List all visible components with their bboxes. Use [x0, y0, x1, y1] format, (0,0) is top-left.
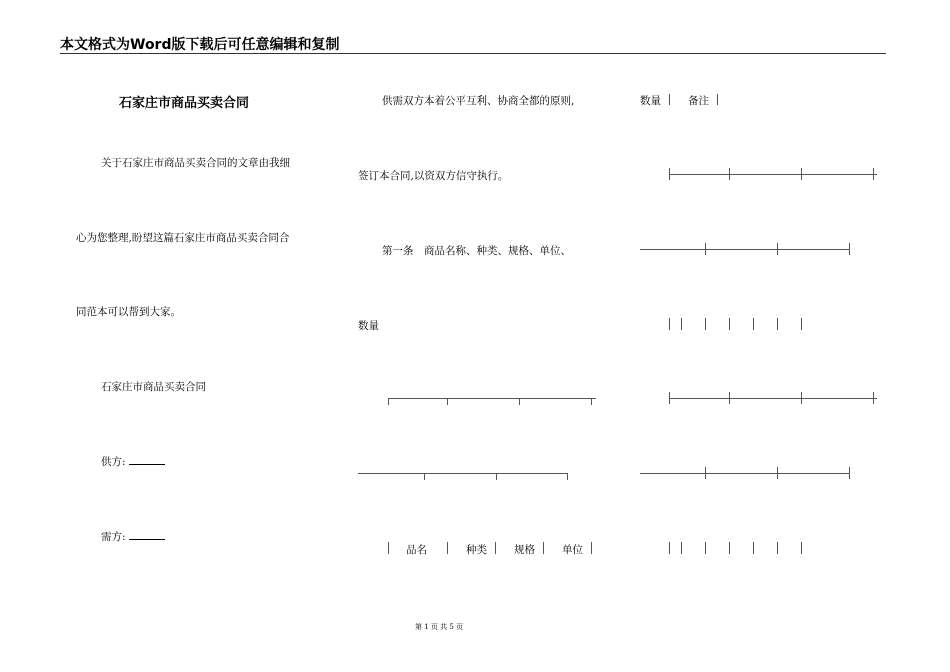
table-tick [388, 398, 389, 405]
supplier-label: 供方: [101, 456, 126, 468]
header-divider [60, 53, 886, 54]
table-tick [495, 542, 496, 554]
table-tick [849, 467, 850, 479]
table-tick [669, 318, 670, 330]
table-tick [567, 473, 568, 480]
table-tick [681, 542, 682, 554]
supplier-blank [129, 454, 165, 465]
table-tick [591, 542, 592, 554]
middle-line-1: 供需双方本着公平互利、协商全都的原则, [382, 95, 575, 107]
table-tick [669, 392, 670, 404]
table-tick [801, 318, 802, 330]
article-1: 第一条 商品名称、种类、规格、单位、 [382, 245, 571, 257]
table-rule [640, 249, 850, 250]
document-header: 本文格式为Word版下载后可任意编辑和复制 [60, 37, 340, 53]
table-tick [519, 398, 520, 405]
buyer-field [101, 529, 165, 544]
buyer-blank [129, 529, 165, 540]
buyer-label: 需方: [101, 531, 126, 543]
table-rule [669, 398, 877, 399]
table-tick [717, 94, 718, 105]
col-unit: 单位 [562, 544, 583, 556]
table-tick [424, 473, 425, 480]
table-tick [388, 542, 389, 554]
table-tick [753, 318, 754, 330]
table-tick [447, 398, 448, 405]
col-quantity: 数量 [640, 95, 661, 107]
intro-line-1: 关于石家庄市商品买卖合同的文章由我细 [101, 157, 290, 169]
table-tick [873, 392, 874, 404]
table-tick [447, 542, 448, 554]
col-name: 品名 [406, 544, 427, 556]
table-tick [777, 467, 778, 479]
col-spec: 规格 [514, 544, 535, 556]
table-tick [669, 168, 670, 180]
contract-name: 石家庄市商品买卖合同 [101, 381, 206, 393]
table-tick [777, 318, 778, 330]
col-remark: 备注 [688, 95, 709, 107]
table-tick [681, 318, 682, 330]
table-tick [669, 542, 670, 554]
table-tick [729, 318, 730, 330]
table-tick [849, 243, 850, 255]
table-tick [705, 318, 706, 330]
table-tick [753, 542, 754, 554]
table-tick [873, 168, 874, 180]
intro-line-3: 同范本可以帮到大家。 [76, 306, 181, 318]
page-number: 第 1 页 共 5 页 [415, 623, 464, 631]
table-tick [669, 94, 670, 105]
table-tick [777, 542, 778, 554]
col-type: 种类 [466, 544, 487, 556]
table-tick [729, 542, 730, 554]
middle-line-2: 签订本合同,以资双方信守执行。 [358, 170, 509, 182]
quantity-label: 数量 [358, 320, 379, 332]
table-tick [705, 243, 706, 255]
table-tick [591, 398, 592, 405]
table-tick [496, 473, 497, 480]
table-rule [640, 473, 850, 474]
supplier-field [101, 454, 165, 469]
doc-title: 石家庄市商品买卖合同 [119, 96, 250, 111]
table-tick [729, 168, 730, 180]
table-tick [729, 392, 730, 404]
table-rule [669, 174, 877, 175]
table-tick [705, 467, 706, 479]
table-rule [388, 398, 596, 399]
table-rule [358, 473, 568, 474]
table-tick [801, 392, 802, 404]
table-tick [543, 542, 544, 554]
table-tick [801, 168, 802, 180]
table-tick [777, 243, 778, 255]
table-tick [801, 542, 802, 554]
table-tick [705, 542, 706, 554]
intro-line-2: 心为您整理,盼望这篇石家庄市商品买卖合同合 [76, 232, 290, 244]
